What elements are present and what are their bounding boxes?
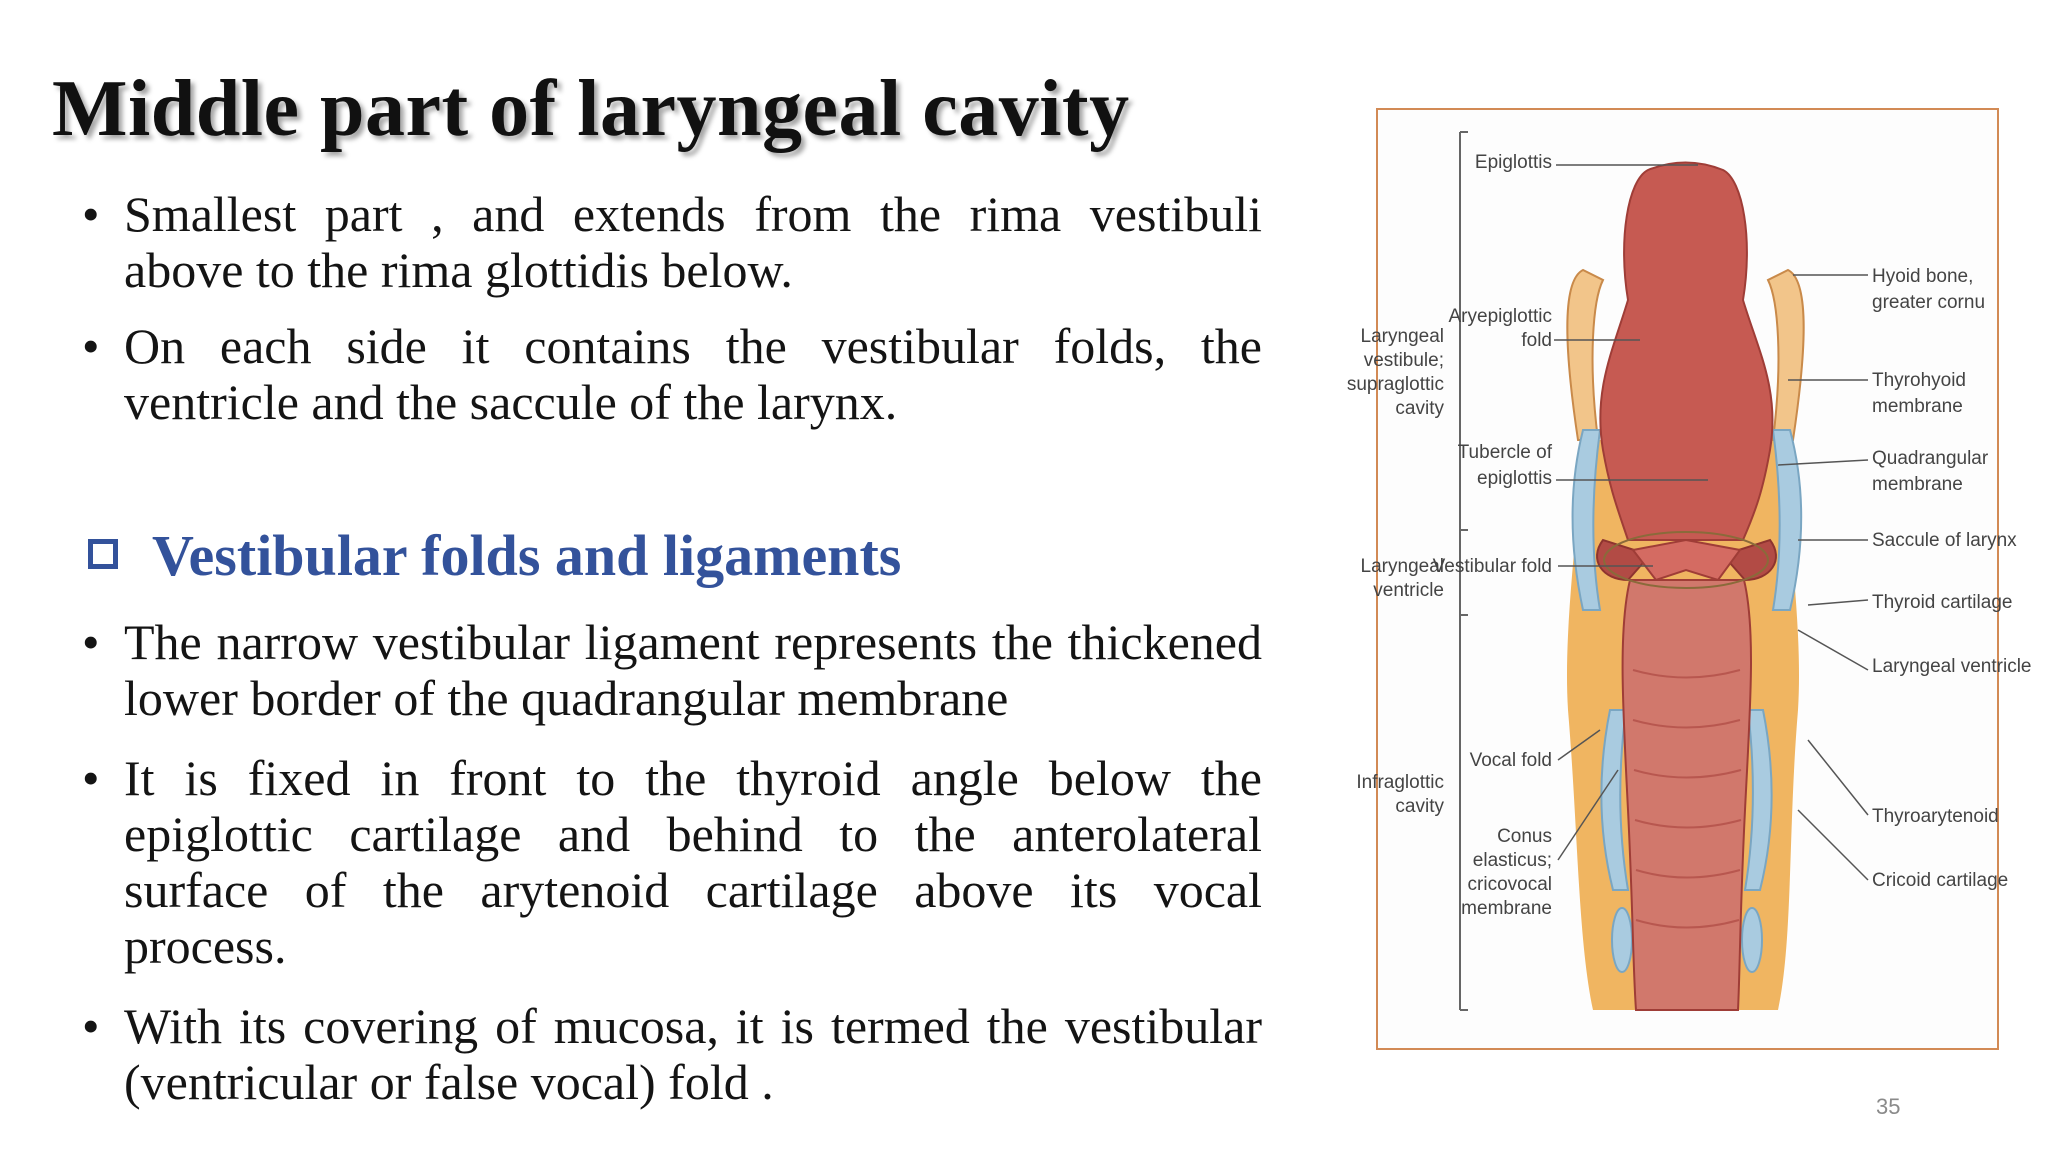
label-conus-elasticus: cricovocal — [1467, 874, 1552, 895]
label-vocal-fold: Vocal fold — [1469, 750, 1552, 771]
bullet-item: • On each side it contains the vestibular folds, the ventricle and the saccule of the larynx. — [82, 318, 1262, 430]
label-epiglottis: Epiglottis — [1474, 152, 1552, 173]
label-hyoid-bone: greater cornu — [1872, 292, 1986, 313]
larynx-diagram — [1346, 110, 2032, 1048]
label-thyrohyoid-membrane: Thyrohyoid — [1872, 370, 1966, 391]
checkbox-square-icon — [88, 539, 118, 569]
label-laryngeal-ventricle-right: Laryngeal ventricle — [1872, 656, 2032, 677]
label-aryepiglottic-fold: Aryepiglottic — [1448, 306, 1552, 327]
label-thyroarytenoid: Thyroarytenoid — [1872, 806, 1999, 827]
epiglottis-mucosa — [1600, 163, 1772, 541]
label-saccule-of-larynx: Saccule of larynx — [1872, 530, 2017, 551]
bullet-item: • It is fixed in front to the thyroid angle below the epiglottic cartilage and behind to the anterolateral surface of the arytenoid cartilage above its vocal process. — [82, 750, 1262, 974]
label-thyrohyoid-membrane: membrane — [1872, 396, 1963, 417]
bullet-item: • The narrow vestibular ligament represents the thickened lower border of the quadrangular membrane — [82, 614, 1262, 726]
left-tracheal-ring — [1612, 908, 1632, 972]
infraglottic-mucosa — [1623, 580, 1751, 1010]
label-aryepiglottic-fold: fold — [1521, 330, 1552, 351]
right-tracheal-ring — [1742, 908, 1762, 972]
label-laryngeal-ventricle-left: ventricle — [1373, 580, 1444, 601]
page-number: 35 — [1876, 1094, 1901, 1119]
label-laryngeal-vestibule: cavity — [1395, 398, 1444, 419]
label-conus-elasticus: elasticus; — [1472, 850, 1552, 871]
label-tubercle-of-epiglottis: Tubercle of — [1457, 442, 1552, 463]
slide-title: Middle part of laryngeal cavity — [52, 65, 1130, 153]
label-conus-elasticus: Conus — [1497, 826, 1552, 847]
label-vestibular-fold: Vestibular fold — [1432, 556, 1552, 577]
label-laryngeal-ventricle-left: Laryngeal — [1360, 556, 1444, 577]
label-hyoid-bone: Hyoid bone, — [1872, 266, 1974, 287]
text-column — [82, 186, 1262, 1110]
label-quadrangular-membrane: Quadrangular — [1872, 448, 1989, 469]
larynx-figure — [1346, 108, 2032, 1050]
section-heading-text: Vestibular folds and ligaments — [152, 523, 902, 588]
label-thyroid-cartilage: Thyroid cartilage — [1872, 592, 2013, 613]
section-heading — [82, 524, 1262, 588]
label-conus-elasticus: membrane — [1461, 898, 1552, 919]
label-infraglottic-cavity: cavity — [1395, 796, 1444, 817]
bullet-item: • Smallest part , and extends from the rima vestibuli above to the rima glottidis below. — [82, 186, 1262, 298]
label-laryngeal-vestibule: Laryngeal — [1360, 326, 1444, 347]
bullet-item: • With its covering of mucosa, it is termed the vestibular (ventricular or false vocal) fold . — [82, 998, 1262, 1110]
left-hyoid-wall — [1567, 270, 1603, 440]
label-infraglottic-cavity: Infraglottic — [1356, 772, 1444, 793]
label-tubercle-of-epiglottis: epiglottis — [1477, 468, 1552, 489]
label-cricoid-cartilage: Cricoid cartilage — [1872, 870, 2009, 891]
label-laryngeal-vestibule: supraglottic — [1346, 374, 1444, 395]
label-quadrangular-membrane: membrane — [1872, 474, 1963, 495]
label-laryngeal-vestibule: vestibule; — [1363, 350, 1444, 371]
